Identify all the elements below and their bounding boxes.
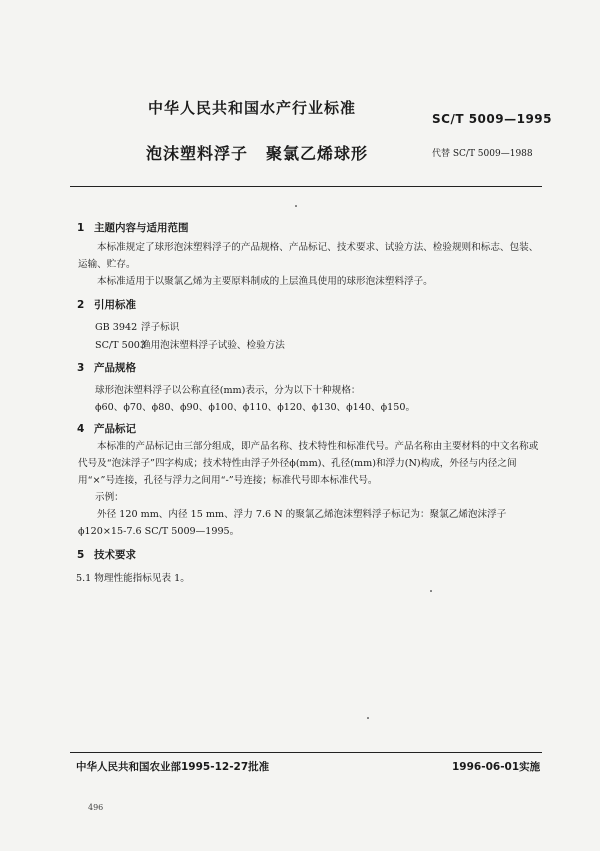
- section-title: 产品标记: [94, 423, 136, 435]
- reference-item: [95, 337, 285, 351]
- standard-type-heading: 中华人民共和国水产行业标准: [148, 99, 357, 117]
- section-title: 引用标准: [94, 299, 136, 311]
- section-4-para: 本标准的产品标记由三部分组成，即产品名称、技术特性和标准代号。产品名称由主要材料的中文名称或代号及“泡沫浮子”四字构成；技术特性由浮子外径ϕ(mm)、孔径(mm)和浮力(N)构成，外径与内径之间用“×”号连接，孔径与浮力之间用“-”号连接；标准代号即本标准代号。: [78, 441, 539, 486]
- section-number: 3: [77, 362, 85, 374]
- title-part-1: 泡沫塑料浮子: [146, 144, 249, 163]
- reference-code: SC/T 5003: [95, 340, 147, 351]
- section-2-heading: [77, 297, 136, 312]
- clause-5-1: 5.1 物理性能指标见表 1。: [76, 573, 190, 584]
- page-number: 496: [88, 803, 104, 812]
- section-1-heading: [77, 220, 189, 235]
- reference-code: GB 3942: [95, 322, 138, 333]
- effective-date: 1996-06-01实施: [452, 761, 541, 773]
- section-3-heading: [77, 360, 136, 375]
- reference-name: 渔用泡沫塑料浮子试验、检验方法: [141, 340, 285, 351]
- example-label: 示例：: [95, 492, 124, 503]
- section-3-line-1: 球形泡沫塑料浮子以公称直径(mm)表示，分为以下十种规格：: [95, 385, 361, 396]
- section-3-line-2: ϕ60、ϕ70、ϕ80、ϕ90、ϕ100、ϕ110、ϕ120、ϕ130、ϕ140、ϕ150。: [95, 402, 416, 413]
- section-number: 5: [77, 549, 85, 561]
- scan-speck: [295, 205, 297, 207]
- replaces-note: 代替 SC/T 5009—1988: [432, 149, 533, 159]
- example-text: 外径 120 mm、内径 15 mm、浮力 7.6 N 的聚氯乙烯泡沫塑料浮子标记为：聚氯乙烯泡沫浮子 ϕ120×15-7.6 SC/T 5009—1995。: [78, 509, 507, 537]
- scan-speck: [430, 590, 432, 592]
- section-5-heading: [77, 547, 136, 562]
- standard-code: SC/T 5009—1995: [432, 112, 552, 126]
- section-title: 主题内容与适用范围: [94, 222, 189, 234]
- title-part-2: 聚氯乙烯球形: [266, 144, 369, 163]
- section-4-heading: [77, 421, 136, 436]
- scan-speck: [367, 717, 369, 719]
- section-1-para-1: 本标准规定了球形泡沫塑料浮子的产品规格、产品标记、技术要求、试验方法、检验规则和标志、包装、运输、贮存。: [78, 242, 539, 270]
- header-rule: [70, 186, 542, 187]
- approval-line: 中华人民共和国农业部1995-12-27批准: [76, 761, 270, 773]
- section-title: 产品规格: [94, 362, 136, 374]
- footer-rule: [70, 752, 542, 753]
- section-title: 技术要求: [94, 549, 136, 561]
- document-title: [146, 141, 368, 164]
- reference-name: 浮子标识: [141, 322, 180, 333]
- section-number: 4: [77, 423, 85, 435]
- section-number: 2: [77, 299, 85, 311]
- reference-item: [95, 319, 179, 333]
- section-number: 1: [77, 222, 85, 234]
- section-1-para-2: 本标准适用于以聚氯乙烯为主要原料制成的上层渔具使用的球形泡沫塑料浮子。: [97, 276, 433, 287]
